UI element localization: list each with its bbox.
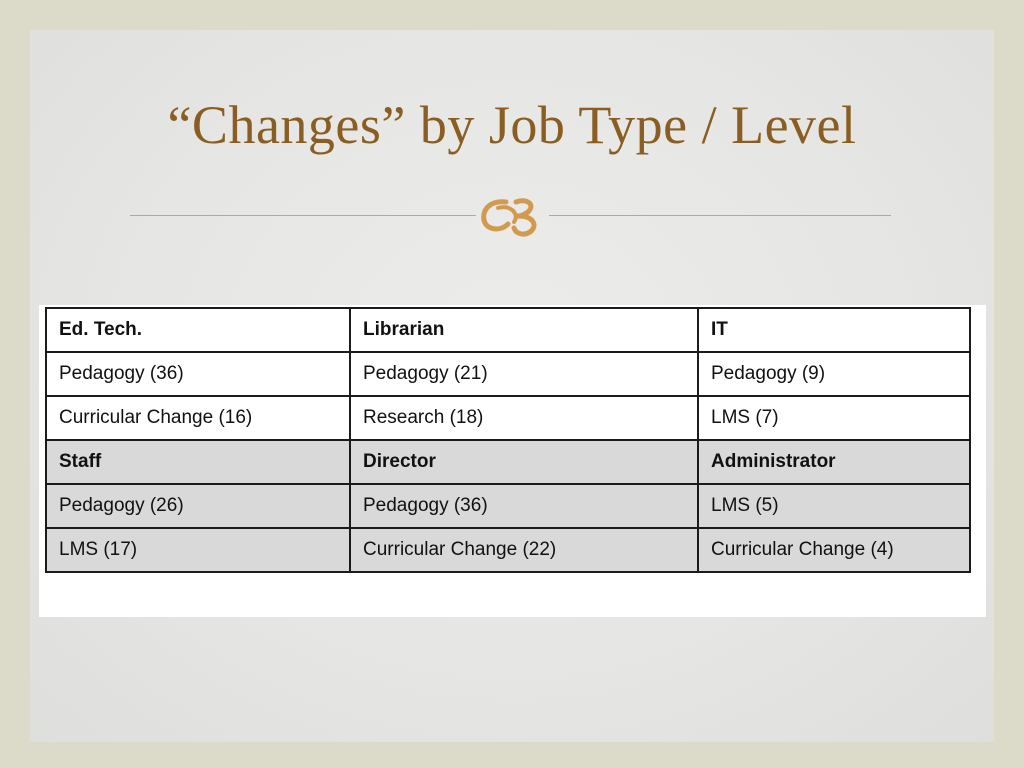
table-cell: LMS (5) <box>698 484 970 528</box>
table-cell: Curricular Change (4) <box>698 528 970 572</box>
table-cell: LMS (17) <box>46 528 350 572</box>
table-row <box>46 352 970 396</box>
table-group-2 <box>46 440 970 572</box>
title-divider-left <box>130 215 476 216</box>
table-panel <box>39 305 986 617</box>
header-cell-director: Director <box>350 440 698 484</box>
table-cell: Pedagogy (21) <box>350 352 698 396</box>
table-cell: Pedagogy (36) <box>46 352 350 396</box>
table-cell: Curricular Change (16) <box>46 396 350 440</box>
title-divider-right <box>549 215 891 216</box>
table-cell: Curricular Change (22) <box>350 528 698 572</box>
header-cell-administrator: Administrator <box>698 440 970 484</box>
curly-ornament-icon <box>476 192 548 238</box>
table-cell: Pedagogy (36) <box>350 484 698 528</box>
header-cell-staff: Staff <box>46 440 350 484</box>
table-cell: Research (18) <box>350 396 698 440</box>
table-cell: Pedagogy (9) <box>698 352 970 396</box>
table-row <box>46 528 970 572</box>
job-type-changes-table <box>45 307 971 573</box>
header-cell-it: IT <box>698 308 970 352</box>
table-header-row <box>46 308 970 352</box>
header-cell-ed-tech: Ed. Tech. <box>46 308 350 352</box>
table-row <box>46 396 970 440</box>
table-cell: LMS (7) <box>698 396 970 440</box>
table-row <box>46 484 970 528</box>
slide-title: “Changes” by Job Type / Level <box>167 95 857 155</box>
table-header-row <box>46 440 970 484</box>
table-group-1 <box>46 308 970 440</box>
table-cell: Pedagogy (26) <box>46 484 350 528</box>
header-cell-librarian: Librarian <box>350 308 698 352</box>
